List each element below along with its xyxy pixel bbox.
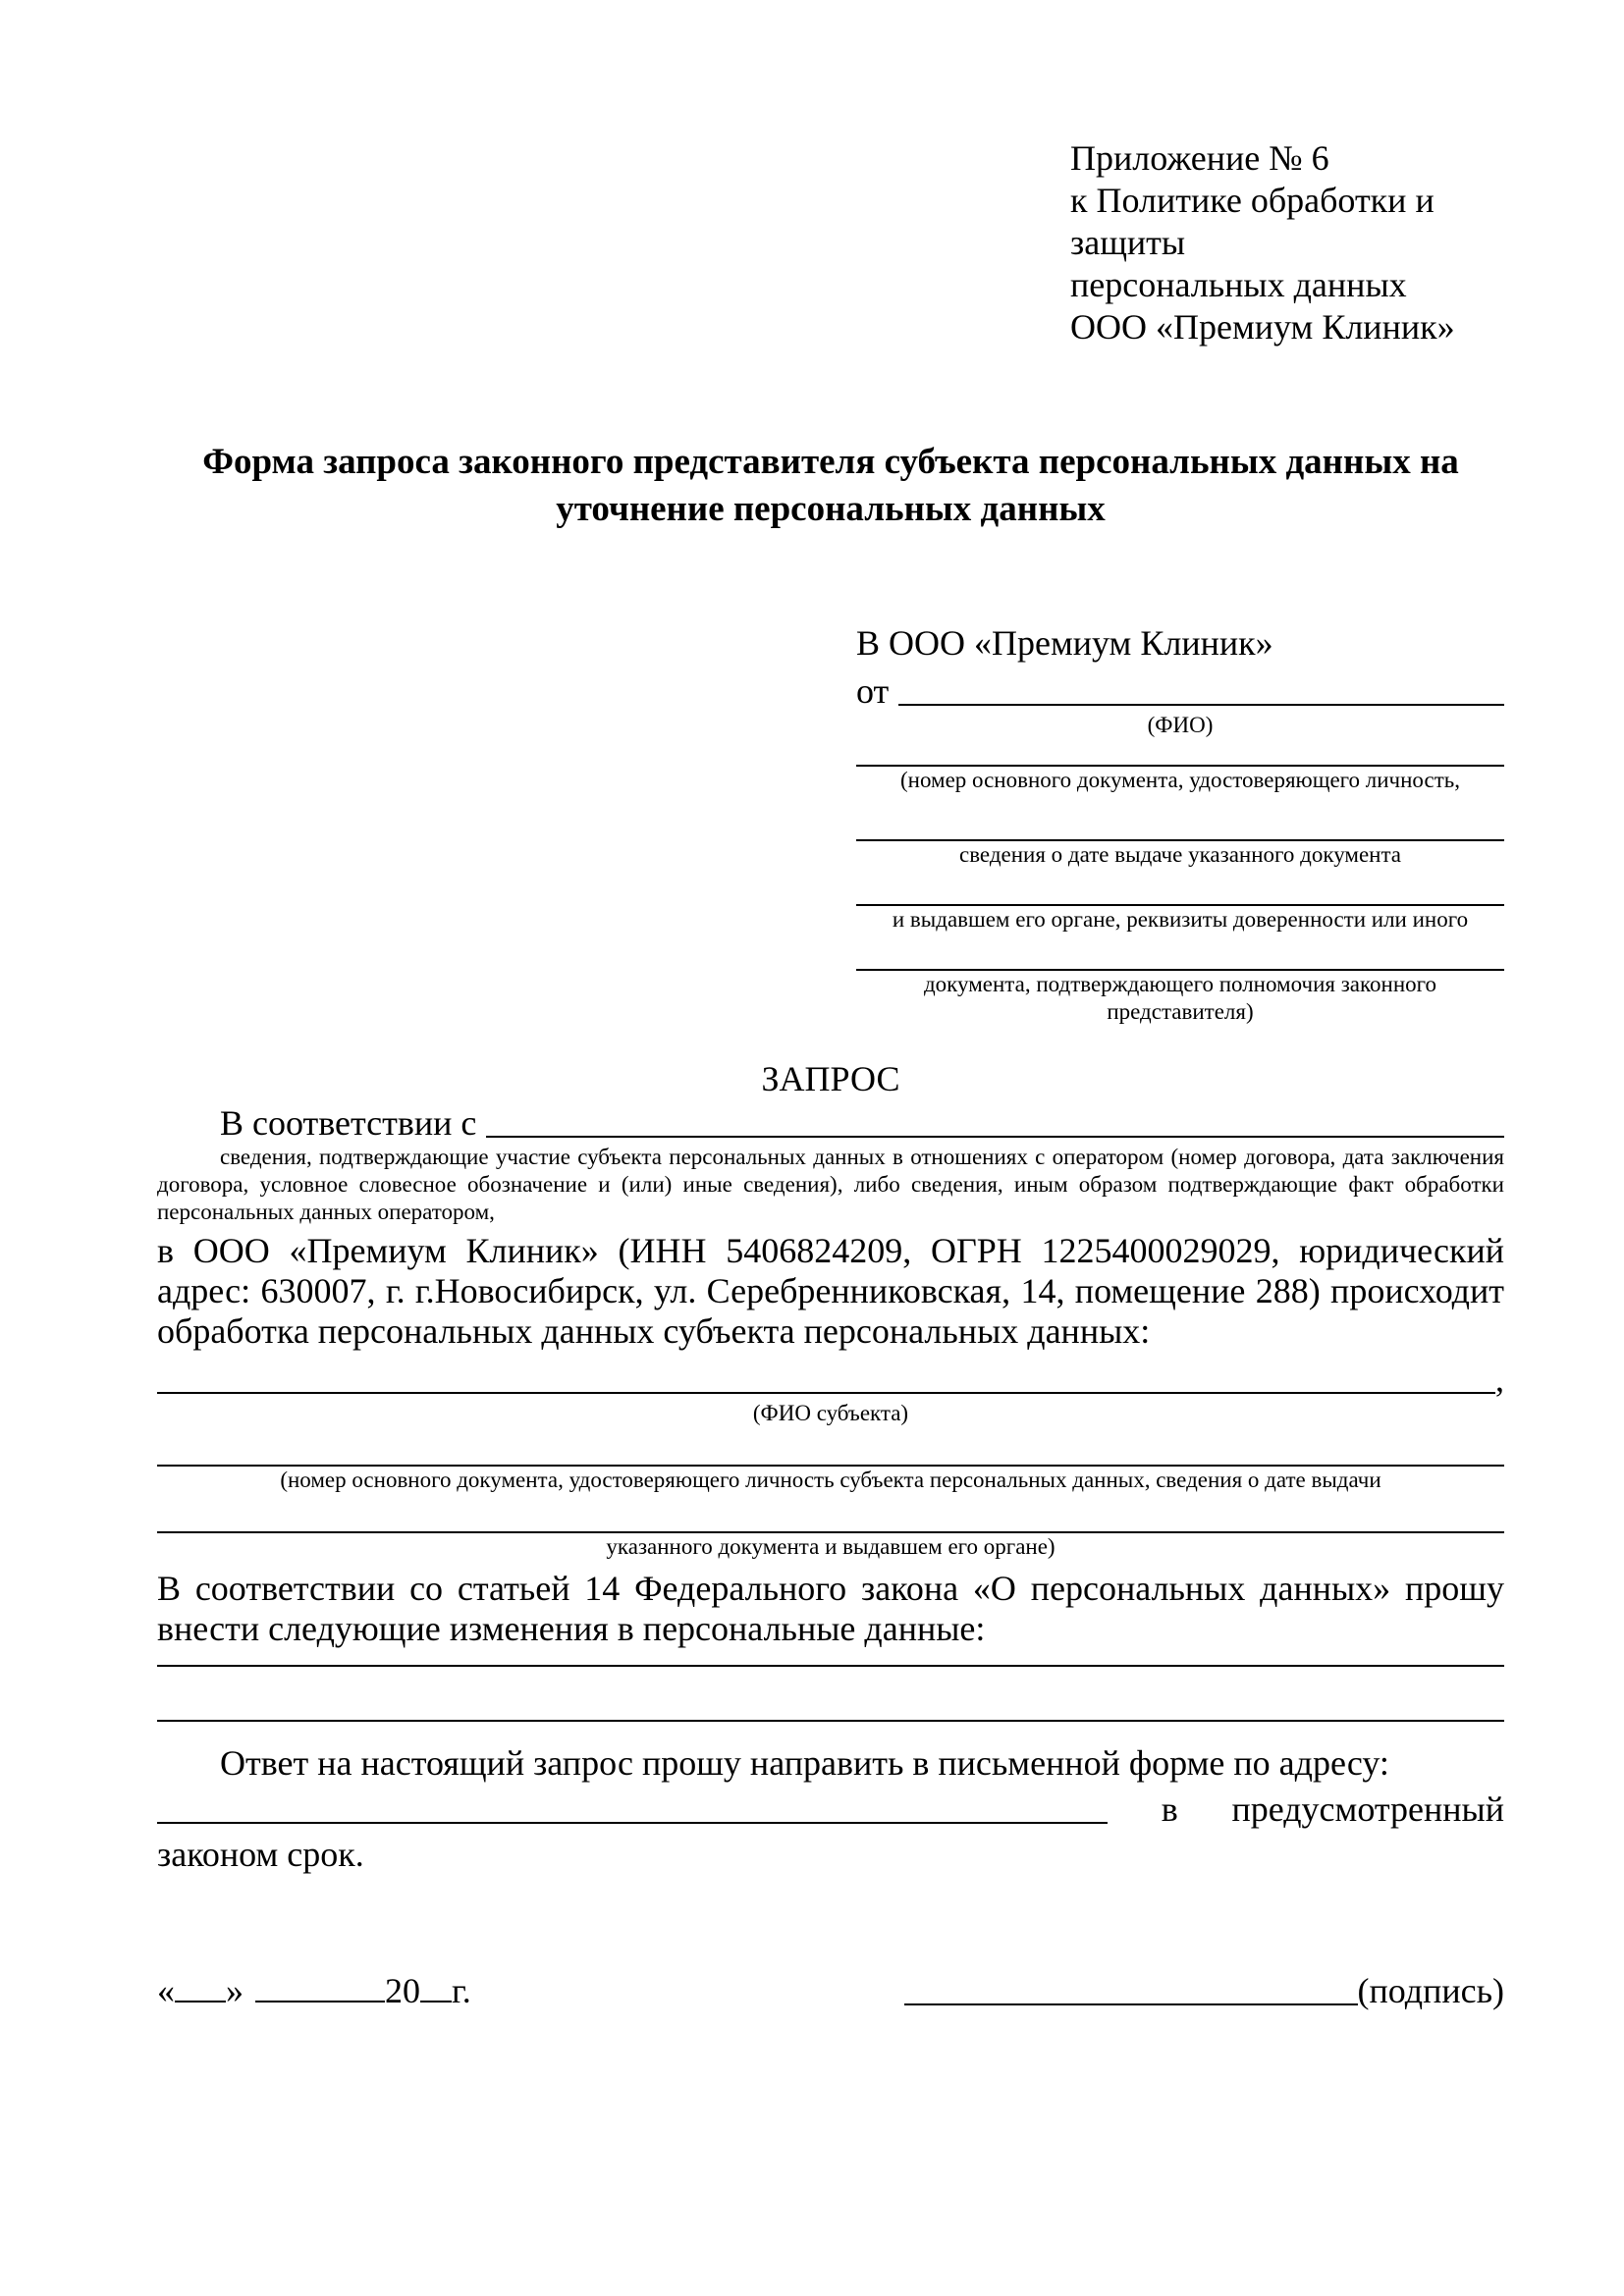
appendix-line-2: к Политике обработки и защиты xyxy=(1070,181,1435,262)
subject-doc-caption-1: (номер основного документа, удостоверяющего личность субъекта персональных данных, сведения о дате выдачи xyxy=(280,1468,1381,1492)
answer-paragraph: Ответ на настоящий запрос прошу направить в письменной форме по адресу: xyxy=(220,1743,1389,1783)
signature-block xyxy=(904,1971,1504,2011)
subject-doc-caption-2: указанного документа и выдавшем его органе) xyxy=(606,1534,1056,1559)
date-year-field[interactable] xyxy=(420,2001,452,2002)
representative-fio-field[interactable] xyxy=(898,671,1504,706)
representative-doc-caption-4: документа, подтверждающего полномочия законного представителя) xyxy=(923,972,1436,1024)
basis-footnote: сведения, подтверждающие участие субъекта персональных данных в отношениях с оператором (номер договора, дата заключения договора, условное словесное обозначение и (или) иные сведения), либо сведения, иным образом подтверждающие факт обработки персональных данных оператором, xyxy=(157,1145,1504,1224)
appendix-line-1: Приложение № 6 xyxy=(1070,138,1329,178)
date-month-field[interactable] xyxy=(255,2001,385,2002)
subject-fio-comma: , xyxy=(1495,1360,1504,1399)
date-field[interactable] xyxy=(157,1971,471,2011)
appendix-block xyxy=(1070,137,1504,348)
date-day-field[interactable] xyxy=(175,2001,226,2002)
date-signature-row xyxy=(157,1971,1504,2011)
operator-paragraph: в ООО «Премиум Клиник» (ИНН 5406824209, ОГРН 1225400029029, юридический адрес: 630007, г. г.Новосибирск, ул. Серебренниковская, 14, помещение 288) происходит обработка персональных данных субъекта персональных данных: xyxy=(157,1231,1504,1351)
addressee-block xyxy=(856,623,1504,1026)
date-open-quote: « xyxy=(157,1971,175,2010)
request-heading: ЗАПРОС xyxy=(761,1059,900,1098)
subject-fio-field[interactable] xyxy=(157,1360,1495,1394)
date-year-prefix: 20 xyxy=(385,1971,420,2010)
subject-fio-caption: (ФИО субъекта) xyxy=(752,1401,909,1425)
addressee-org: В ООО «Премиум Клиник» xyxy=(856,623,1273,663)
representative-fio-caption: (ФИО) xyxy=(1147,713,1214,737)
basis-row xyxy=(157,1103,1504,1144)
date-year-suffix: г. xyxy=(452,1971,471,2010)
signature-field[interactable] xyxy=(904,2003,1358,2005)
representative-doc-caption-3: и выдавшем его органе, реквизиты доверенности или иного xyxy=(892,907,1469,932)
changes-field-2[interactable] xyxy=(157,1720,1504,1722)
answer-word-v: в xyxy=(1161,1789,1178,1829)
from-label: от xyxy=(856,671,890,711)
signature-caption: (подпись) xyxy=(1357,1971,1504,2010)
appendix-line-4: ООО «Премиум Клиник» xyxy=(1070,307,1455,347)
subject-fio-row xyxy=(157,1360,1504,1400)
page-title: Форма запроса законного представителя субъекта персональных данных на уточнение персональных данных xyxy=(202,442,1459,529)
article14-paragraph: В соответствии со статьей 14 Федерального закона «О персональных данных» прошу внести следующие изменения в персональные данные: xyxy=(157,1569,1504,1648)
basis-field[interactable] xyxy=(486,1103,1504,1138)
answer-address-field[interactable] xyxy=(157,1822,1108,1824)
in-accordance-label: В соответствии с xyxy=(220,1103,477,1143)
representative-doc-caption-2: сведения о дате выдаче указанного документа xyxy=(958,842,1402,867)
changes-field-1[interactable] xyxy=(157,1665,1504,1667)
answer-closing: законом срок. xyxy=(157,1835,364,1874)
from-row xyxy=(856,671,1504,712)
date-close-quote: » xyxy=(226,1971,244,2010)
appendix-line-3: персональных данных xyxy=(1070,265,1407,304)
representative-doc-caption-1: (номер основного документа, удостоверяющего личность, xyxy=(899,768,1460,792)
answer-address-row xyxy=(157,1789,1504,1830)
answer-word-predusmotrenny: предусмотренный xyxy=(1231,1789,1504,1829)
